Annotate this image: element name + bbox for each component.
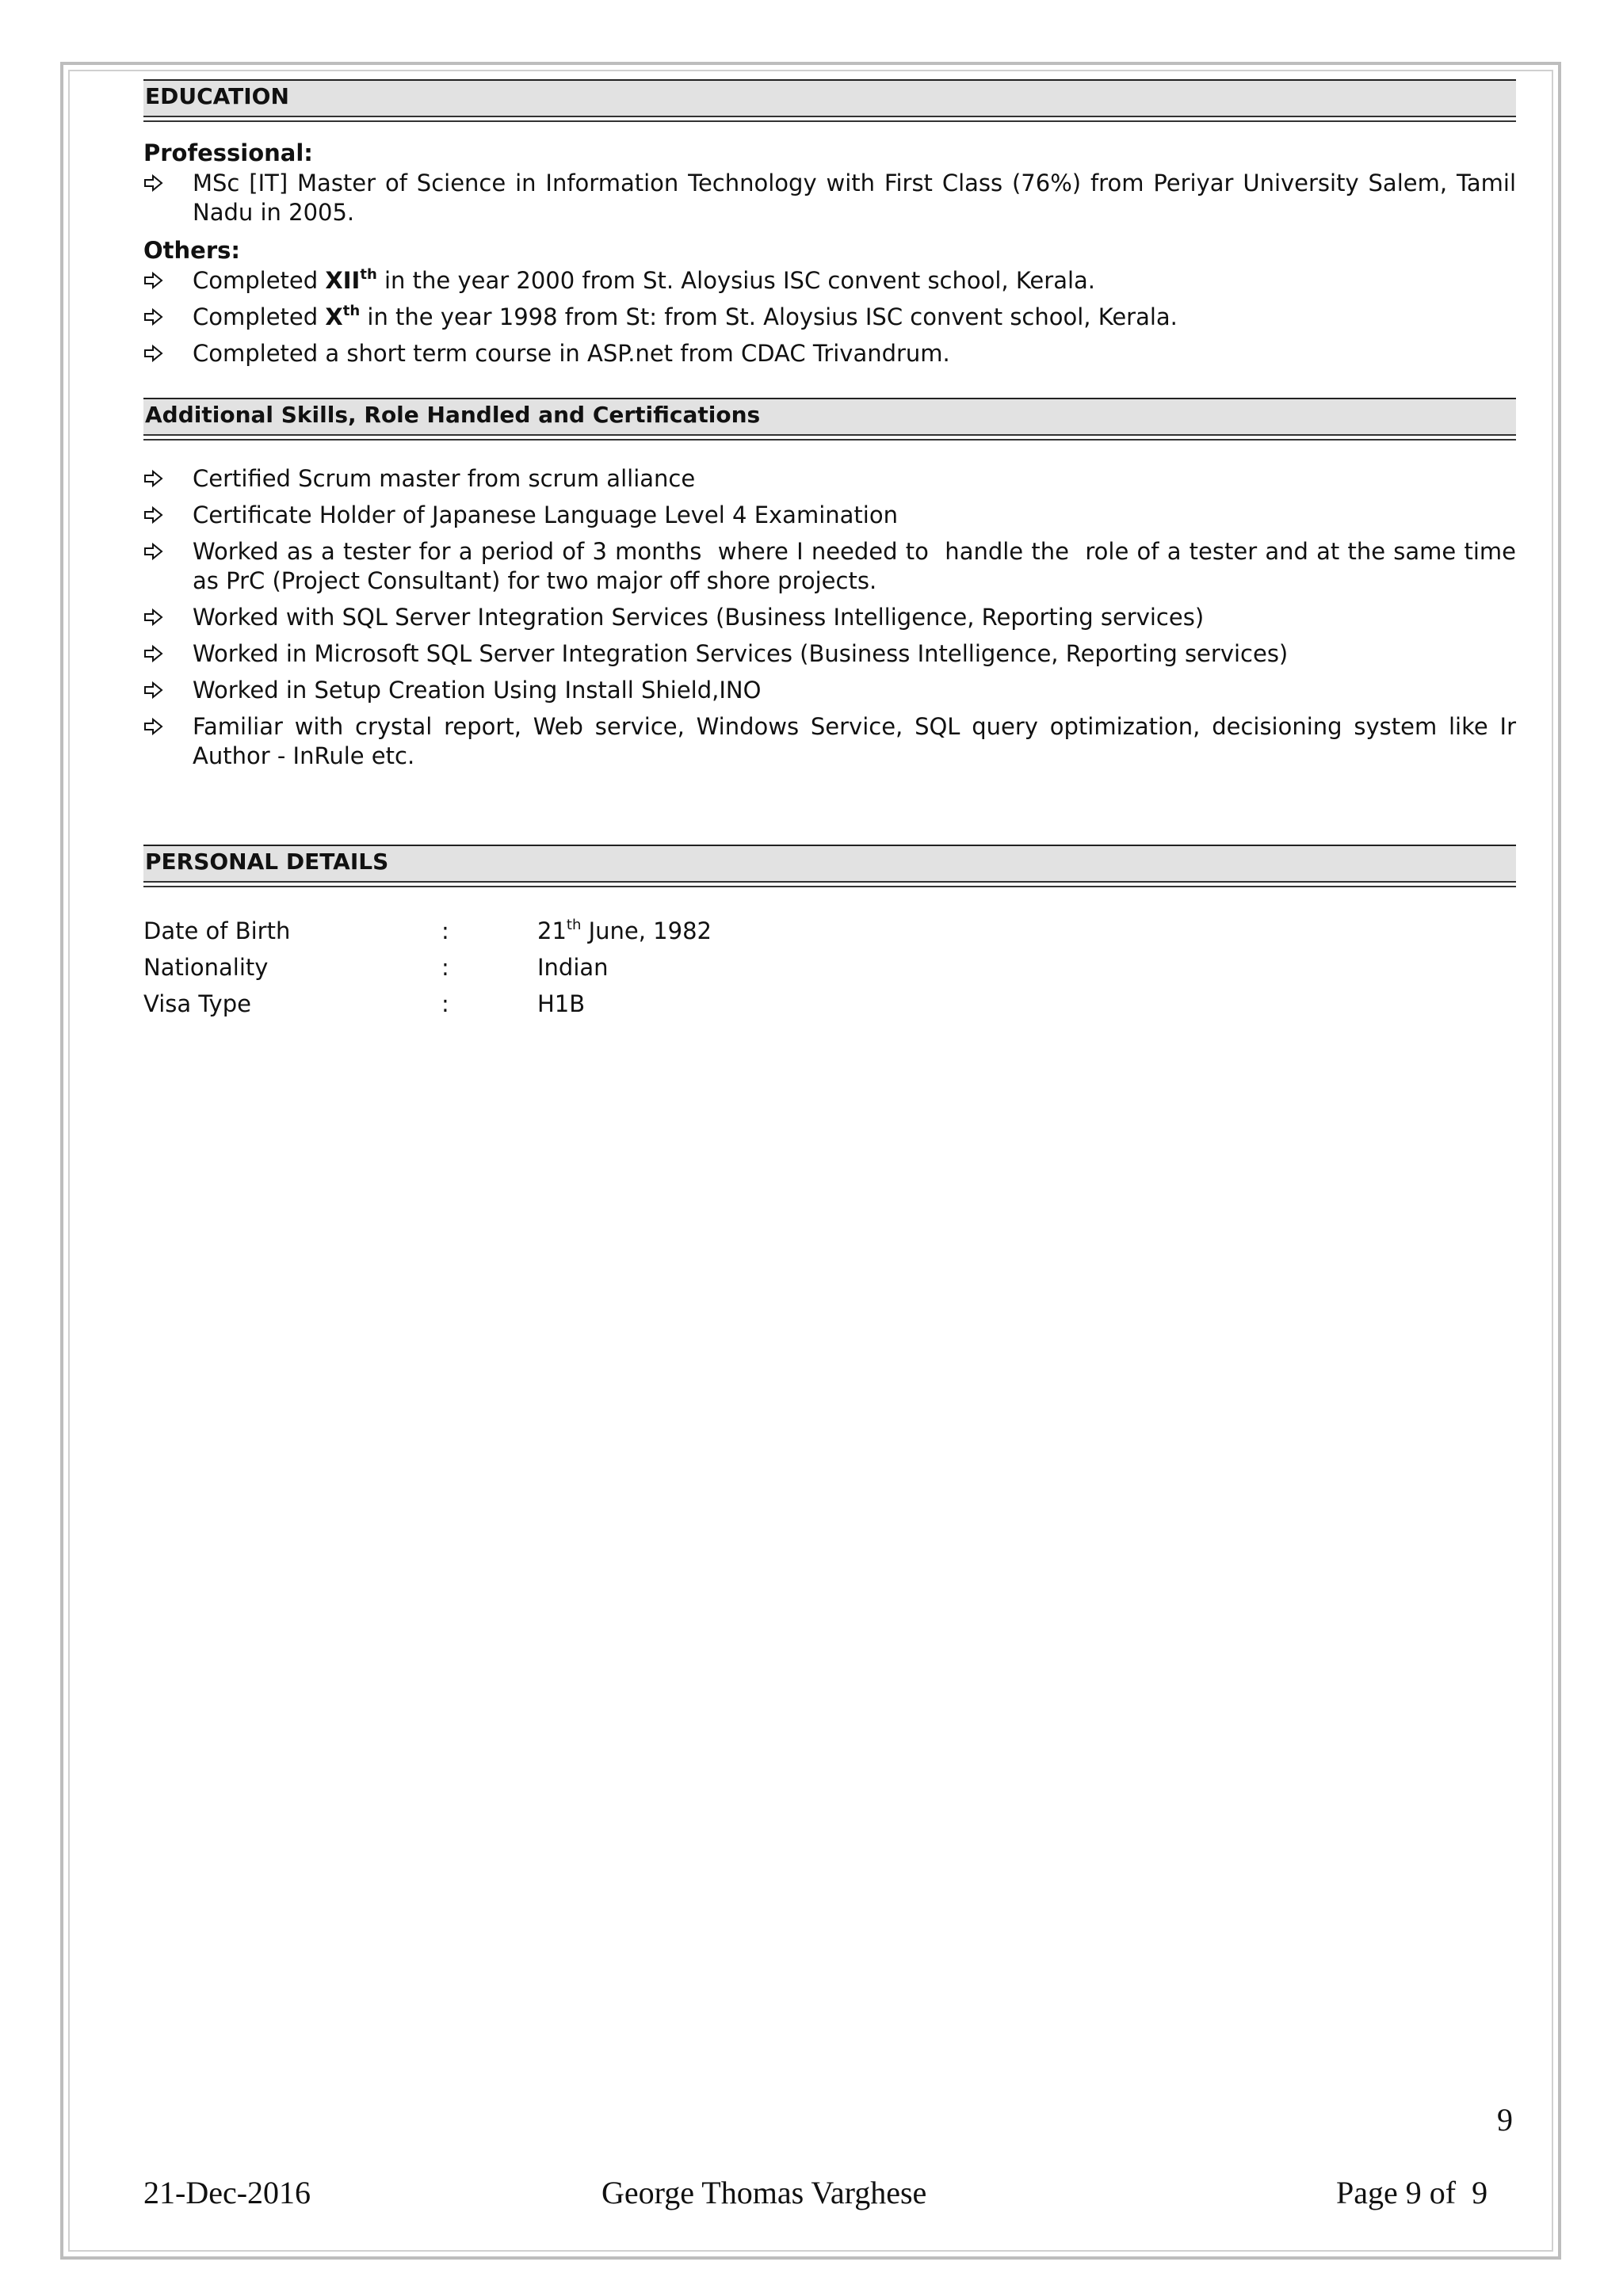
professional-heading: Professional: [143,139,313,166]
detail-value: Indian [537,954,609,981]
detail-value: H1B [537,990,586,1017]
detail-value: 21th June, 1982 [537,917,712,944]
list-item [143,712,1516,771]
list-item [143,339,1516,368]
list-item-text: Worked in Setup Creation Using Install Shield,INO [193,677,762,704]
list-item [143,639,1516,669]
arrow-right-icon [143,713,164,740]
list-item-text: MSc [IT] Master of Science in Information Technology with First Class (76%) from Periyar University Salem, Tamil Nadu in 2005. [193,170,1516,226]
page-content [143,79,1524,1022]
arrow-right-icon [143,267,164,294]
list-item [143,603,1516,632]
detail-label: Nationality [143,954,269,981]
list-item-text: Completed a short term course in ASP.net from CDAC Trivandrum. [193,340,950,367]
detail-colon: : [441,917,449,944]
skills-section-header: Additional Skills, Role Handled and Certifications [143,398,1516,434]
list-item-text: Worked in Microsoft SQL Server Integration Services (Business Intelligence, Reporting services) [193,640,1289,667]
list-item [143,676,1516,705]
arrow-right-icon [143,303,164,330]
detail-colon: : [441,954,449,981]
list-item [143,464,1516,494]
table-row [143,986,1516,1022]
arrow-right-icon [143,538,164,565]
footer-author-name: George Thomas Varghese [601,2175,927,2210]
arrow-right-icon [143,170,164,196]
footer-date: 21-Dec-2016 [143,2175,311,2210]
arrow-right-icon [143,640,164,667]
table-row [143,949,1516,986]
others-list [143,266,1516,368]
list-item-text: Worked as a tester for a period of 3 months where I needed to handle the role of a tester and at the same time as PrC (Project Consultant) for two major off shore projects. [193,538,1524,594]
list-item [143,303,1516,332]
list-item-text: Certified Scrum master from scrum alliance [193,465,696,492]
arrow-right-icon [143,502,164,528]
personal-section-header: PERSONAL DETAILS [143,845,1516,881]
list-item [143,169,1516,227]
arrow-right-icon [143,465,164,492]
arrow-right-icon [143,677,164,704]
list-item-text: Completed Xth in the year 1998 from St: from St. Aloysius ISC convent school, Kerala. [193,303,1178,330]
others-heading: Others: [143,237,240,264]
list-item-text: Completed XIIth in the year 2000 from St. Aloysius ISC convent school, Kerala. [193,266,1096,294]
list-item-text: Familiar with crystal report, Web service, Windows Service, SQL query optimization, decisioning system like Ir Author - InRule etc. [193,713,1516,769]
list-item-text: Certificate Holder of Japanese Language Level 4 Examination [193,502,898,528]
detail-colon: : [441,990,449,1017]
list-item-text: Worked with SQL Server Integration Services (Business Intelligence, Reporting services) [193,604,1205,631]
skills-list [143,464,1524,771]
footer-page-label: Page 9 of 9 [1336,2175,1488,2210]
arrow-right-icon [143,340,164,367]
detail-label: Date of Birth [143,917,291,944]
list-item [143,266,1516,296]
personal-details-table [143,913,1516,1022]
list-item [143,501,1516,530]
table-row [143,913,1516,949]
professional-list [143,169,1516,227]
page-number: 9 [1497,2102,1513,2138]
arrow-right-icon [143,604,164,631]
list-item [143,537,1524,596]
education-section-header: EDUCATION [143,79,1516,116]
detail-label: Visa Type [143,990,251,1017]
